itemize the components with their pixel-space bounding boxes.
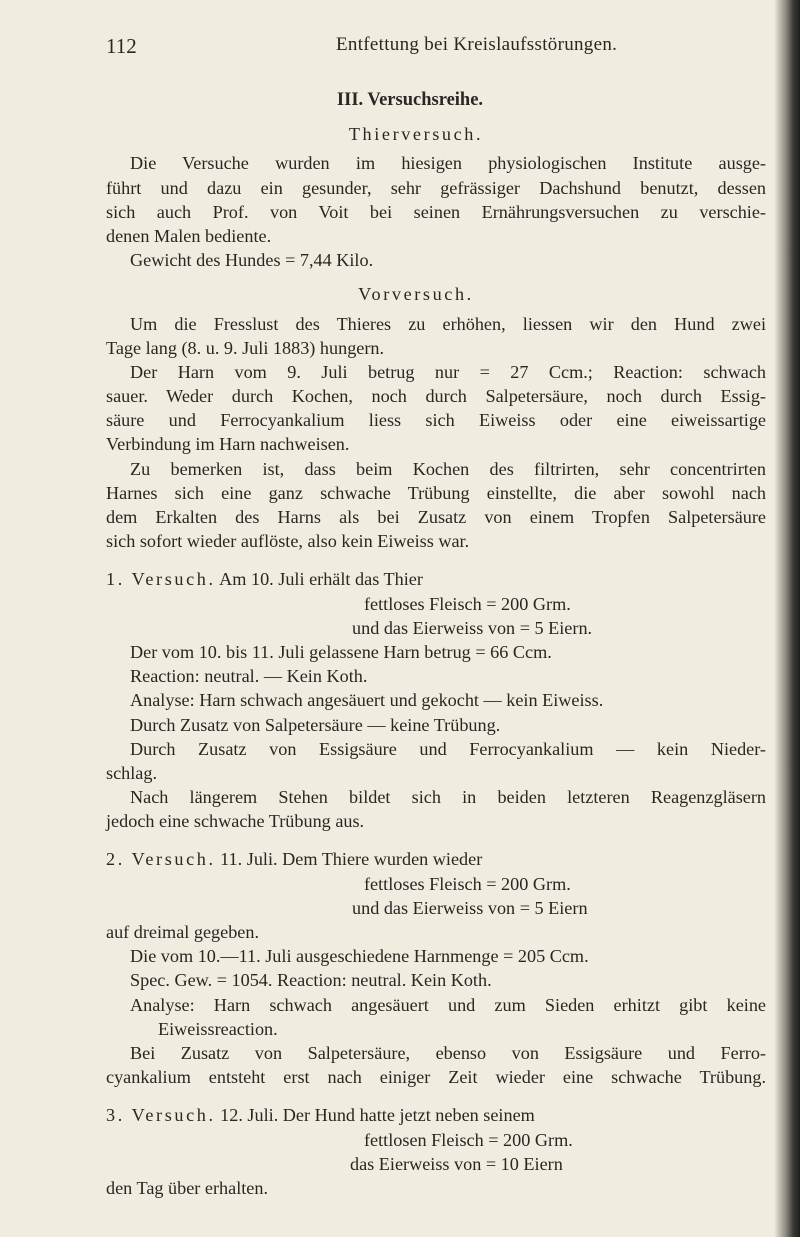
page-number: 112 [106,34,137,58]
text-line: Eiweissreaction. [158,1018,278,1039]
text-line: jedoch eine schwache Trübung aus. [106,811,365,832]
section-title: III. Versuchsreihe. [336,90,484,110]
versuch-2 [106,847,766,1089]
running-title: Entfettung bei Kreislaufsstörungen. [336,34,618,55]
text-line: Die vom 10.—11. Juli ausgeschiedene Harnmenge = 205 Ccm. [130,946,589,967]
text-line: Zu bemerken ist, dass beim Kochen des filtrirten, sehr concentrirten [130,458,766,479]
vorversuch-heading: Vorversuch. [358,284,474,305]
text-line: Analyse: Harn schwach angesäuert und zum Sieden erhitzt gibt keine [130,994,766,1015]
text-line: Nach längerem Stehen bildet sich in beiden letzteren Reagenzgläsern [130,787,766,808]
text-line: Spec. Gew. = 1054. Reaction: neutral. Kein Koth. [130,970,492,991]
text-line: Der Harn vom 9. Juli betrug nur = 27 Ccm.; Reaction: schwach [130,361,766,382]
text-line: sich sofort wieder auflöste, also kein Eiweiss war. [106,531,470,552]
page-edge-shadow [774,0,800,1237]
versuch-label: 1. Versuch. [106,569,216,590]
vorversuch-paragraphs [106,312,766,554]
page-body [106,88,766,1200]
text-line: sauer. Weder durch Kochen, noch durch Salpetersäure, noch durch Essig- [106,386,766,407]
text-line: Reaction: neutral. — Kein Koth. [130,666,368,687]
text-line: säure und Ferrocyankalium liess sich Eiweiss oder eine eiweissartige [106,410,766,431]
text-line: Analyse: Harn schwach angesäuert und gekocht — kein Eiweiss. [130,690,604,711]
text-line: Tage lang (8. u. 9. Juli 1883) hungern. [106,337,385,358]
versuch-label: 2. Versuch. [106,849,216,870]
section-subtitle: Thierversuch. [348,124,484,145]
dog-weight: Gewicht des Hundes = 7,44 Kilo. [130,250,374,271]
text-line: den Tag über erhalten. [106,1177,269,1198]
text-line: 12. Juli. Der Hund hatte jetzt neben seinem [220,1105,535,1126]
text-line: dem Erkalten des Harns als bei Zusatz von einem Tropfen Salpetersäure [106,507,766,527]
versuch-1 [106,567,766,833]
text-line: Durch Zusatz von Salpetersäure — keine Trübung. [130,714,501,735]
diet-line: fettloses Fleisch = 200 Grm. [364,873,571,894]
text-line: führt und dazu ein gesunder, sehr gefrässiger Dachshund benutzt, dessen [106,177,766,198]
diet-line: und das Eierweiss von = 5 Eiern [352,897,588,918]
text-line: Durch Zusatz von Essigsäure und Ferrocyankalium — kein Nieder- [130,738,766,759]
text-line: Harnes sich eine ganz schwache Trübung einstellte, die aber sowohl nach [106,482,766,503]
versuch-label: 3. Versuch. [106,1105,216,1126]
text-line: 11. Juli. Dem Thiere wurden wieder [220,849,483,870]
text-line: Um die Fresslust des Thieres zu erhöhen, liessen wir den Hund zwei [130,313,766,334]
text-line: Verbindung im Harn nachweisen. [106,434,350,455]
text-line: Am 10. Juli erhält das Thier [219,569,423,590]
text-line: denen Malen bediente. [106,225,272,246]
page-header [0,34,800,64]
text-line: auf dreimal gegeben. [106,922,260,942]
text-line: Bei Zusatz von Salpetersäure, ebenso von Essigsäure und Ferro- [130,1042,766,1063]
diet-line: das Eierweiss von = 10 Eiern [350,1153,563,1174]
diet-line: fettloses Fleisch = 200 Grm. [364,593,571,614]
versuch-3 [106,1103,766,1200]
intro-paragraph [106,151,766,272]
text-line: sich auch Prof. von Voit bei seinen Ernährungsversuchen zu verschie- [106,201,766,222]
text-line: cyankalium entsteht erst nach einiger Zeit wieder eine schwache Trübung. [106,1067,766,1088]
text-line: schlag. [106,762,158,783]
diet-line: fettlosen Fleisch = 200 Grm. [364,1129,573,1150]
text-line: Der vom 10. bis 11. Juli gelassene Harn betrug = 66 Ccm. [130,641,552,662]
text-line: Die Versuche wurden im hiesigen physiologischen Institute ausge- [130,153,766,174]
diet-line: und das Eierweiss von = 5 Eiern. [352,617,593,638]
